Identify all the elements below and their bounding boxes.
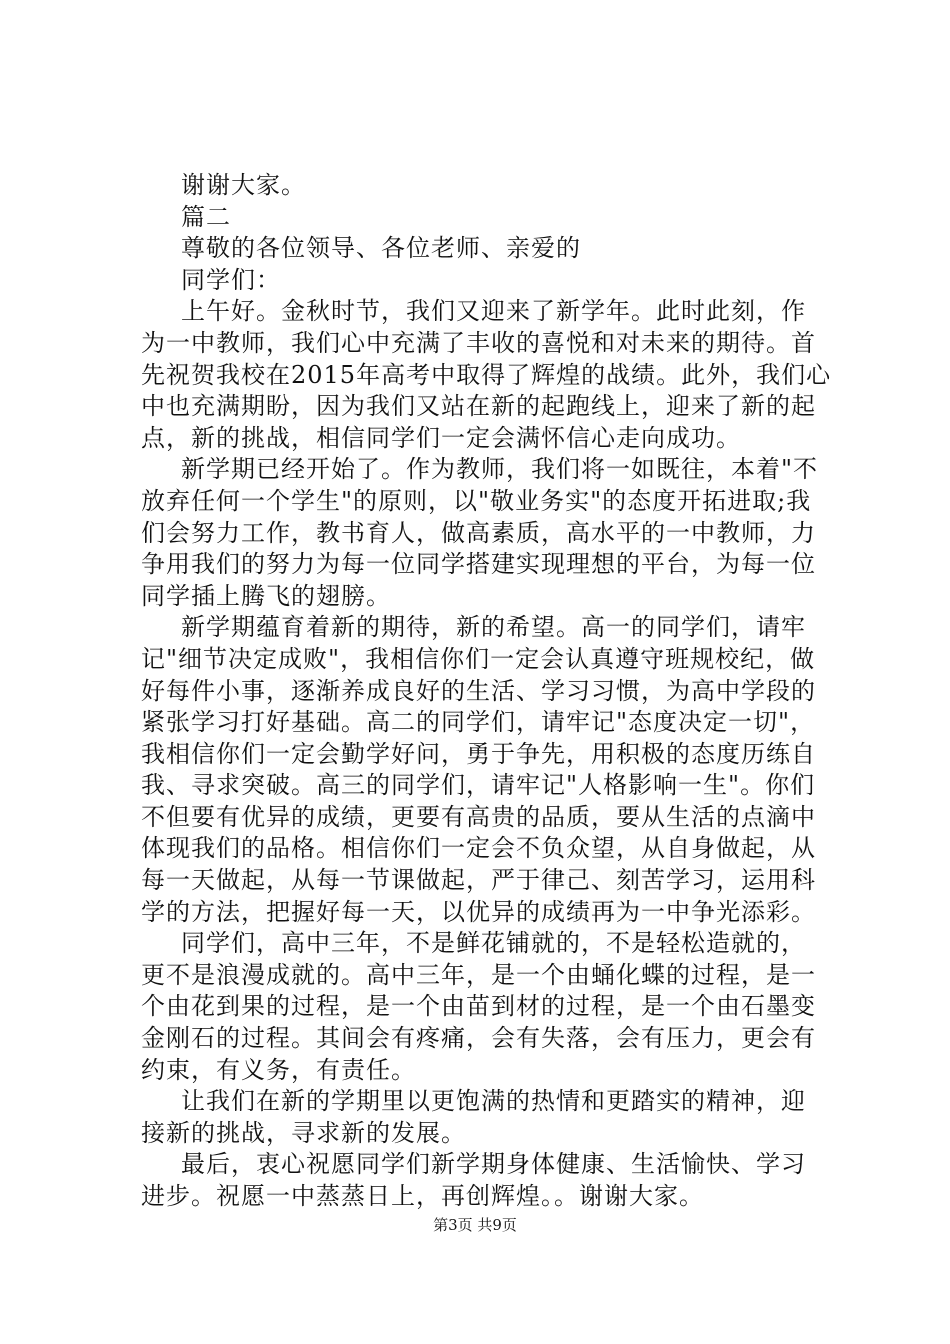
text-line: 接新的挑战，寻求新的发展。 (141, 1118, 466, 1147)
text-line: 每一天做起，从每一节课做起，严于律己、刻苦学习，运用科 (141, 866, 816, 895)
text-line: 让我们在新的学期里以更饱满的热情和更踏实的精神，迎 (181, 1087, 806, 1116)
text-line: 不但要有优异的成绩，更要有高贵的品质，要从生活的点滴中 (141, 802, 816, 831)
text-line: 同学们，高中三年，不是鲜花铺就的，不是轻松造就的， (181, 929, 806, 958)
text-line: 新学期已经开始了。作为教师，我们将一如既往，本着"不 (181, 455, 819, 484)
text-line: 篇二 (181, 202, 231, 231)
text-line: 为一中教师，我们心中充满了丰收的喜悦和对未来的期待。首 (141, 328, 816, 357)
text-line: 学的方法，把握好每一天，以优异的成绩再为一中争光添彩。 (141, 897, 816, 926)
text-line: 谢谢大家。 (181, 171, 306, 199)
text-line: 我相信你们一定会勤学好问，勇于争先，用积极的态度历练自 (141, 739, 816, 768)
text-line: 放弃任何一个学生"的原则，以"敬业务实"的态度开拓进取;我 (141, 486, 812, 515)
text-line: 新学期蕴育着新的期待，新的希望。高一的同学们，请牢 (181, 613, 806, 642)
text-line: 同学们： (181, 265, 281, 294)
text-line: 金刚石的过程。其间会有疼痛，会有失落，会有压力，更会有 (141, 1024, 816, 1053)
document-body (141, 170, 831, 1213)
page-footer: 第3页 共9页 (433, 1216, 517, 1234)
text-line: 记"细节决定成败"，我相信你们一定会认真遵守班规校纪，做 (141, 644, 816, 673)
text-line: 点，新的挑战，相信同学们一定会满怀信心走向成功。 (141, 423, 741, 452)
text-line: 紧张学习打好基础。高二的同学们，请牢记"态度决定一切"， (141, 708, 816, 737)
text-line: 中也充满期盼，因为我们又站在新的起跑线上，迎来了新的起 (141, 392, 816, 421)
text-line: 上午好。金秋时节，我们又迎来了新学年。此时此刻，作 (181, 297, 806, 326)
text-line: 进步。祝愿一中蒸蒸日上，再创辉煌。。谢谢大家。 (141, 1182, 704, 1210)
text-line: 好每件小事，逐渐养成良好的生活、学习习惯，为高中学段的 (141, 676, 816, 705)
text-line: 争用我们的努力为每一位同学搭建实现理想的平台，为每一位 (141, 550, 816, 579)
text-line: 体现我们的品格。相信你们一定会不负众望，从自身做起，从 (141, 834, 816, 863)
text-line: 个由花到果的过程，是一个由苗到材的过程，是一个由石墨变 (141, 992, 816, 1021)
text-line: 先祝贺我校在2015年高考中取得了辉煌的战绩。此外，我们心 (141, 360, 832, 389)
text-line: 同学插上腾飞的翅膀。 (141, 581, 391, 610)
text-line: 们会努力工作，教书育人，做高素质，高水平的一中教师，力 (141, 518, 816, 547)
text-line: 更不是浪漫成就的。高中三年，是一个由蛹化蝶的过程，是一 (141, 960, 816, 989)
text-line: 尊敬的各位领导、各位老师、亲爱的 (181, 234, 581, 263)
text-line: 约束，有义务，有责任。 (141, 1055, 416, 1084)
text-line: 最后，衷心祝愿同学们新学期身体健康、生活愉快、学习 (181, 1150, 806, 1179)
text-line: 我、寻求突破。高三的同学们，请牢记"人格影响一生"。你们 (141, 771, 816, 800)
